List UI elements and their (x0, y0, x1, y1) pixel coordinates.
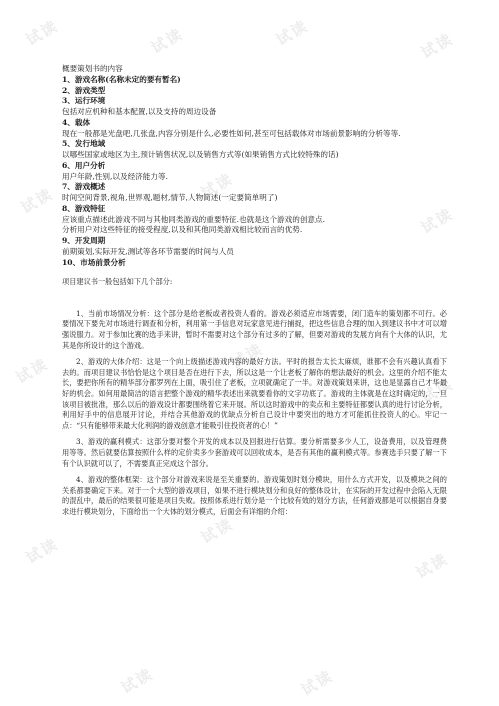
body-paragraph: 3、游戏的赢利模式：这部分要对整个开发的成本以及回报进行估算。要分析需要多少人工，设备费用，以及管理费用等等。然后就要估算按照什么样的定价卖多少套游戏可以回收成本，是否有其他的赢利模式等。参赛选手只要了解一下有个认识就可以了，不需要真正完成这个部分。 (62, 437, 447, 468)
outline-item-heading: 2、游戏类型 (62, 85, 106, 95)
outline-item-heading: 8、游戏特征 (62, 203, 106, 213)
watermark-text: 试读 (418, 204, 457, 238)
body-paragraph: 4、游戏的整体框架：这个部分对游戏来说是至关重要的。游戏策划时划分模块，用什么方式开发，以及模块之间的关系都要确定下来。对于一个大型的游戏项目，如果不进行模块划分和良好的整体设计，在实际的开发过程中会陷入无限的混乱中，最后的结果很可能是项目失败。按照体系进行划分是一个比较有效的划分方法，任何游戏都是可以根据自身要求进行模块划分，下面给出一个大体的划分模式，后面会有详细的介绍： (62, 475, 447, 516)
outline-item-heading: 1、游戏名称(名称未定的要有暂名) (62, 74, 181, 84)
outline-item-detail: 包括对应机种和基本配置,以及支持的周边设备 (62, 107, 217, 116)
outline-item-heading: 9、开发周期 (62, 236, 106, 245)
watermark-text: 试读 (413, 549, 452, 583)
outline-list (62, 75, 447, 269)
outline-section (62, 64, 447, 268)
watermark-text: 试读 (23, 534, 62, 568)
watermark-text: 试读 (273, 16, 312, 50)
watermark-text: 试读 (148, 24, 187, 58)
watermark-text: 试读 (298, 666, 337, 700)
outline-item-detail: 用户年龄,性别,以及经济能力等. (62, 171, 168, 181)
watermark-text: 试读 (418, 374, 457, 408)
outline-item-heading: 5、发行地域 (62, 139, 106, 149)
watermark-text: 试读 (228, 339, 267, 373)
outline-item-heading: 7、游戏概述 (62, 182, 106, 192)
outline-item-heading: 6、用户分析 (62, 160, 106, 170)
outline-title: 概要策划书的内容 (62, 64, 123, 73)
outline-item-heading: 4、载体 (62, 117, 91, 127)
outline-item-detail: 现在一般都是光盘吧,几张盘,内容分别是什么,必要性如何,甚至可包括载体对市场前景影响的分析等等. (62, 128, 401, 138)
watermark-text: 试读 (198, 514, 237, 548)
watermark-text: 试读 (18, 184, 57, 218)
document-page (62, 64, 447, 524)
outline-item-detail: 以哪些国家或地区为主,预计销售状况,以及销售方式等(如果销售方式比较特殊的话) (62, 150, 339, 159)
body-paragraph: 1、当前市场情况分析：这个部分是给老板或者投资人看的。游戏必须适应市场需要，闭门造车的策划都不可行。必要情况下要先对市场进行调查和分析，利用第一手信息对玩家意见进行捕捉，把这些信息合理的加入到建议书中才可以增强说服力。对于参加比赛的选手来讲，暂时不需要对这个部分有过多的了解，但要对游戏的发展方向有个大体的认识，尤其是你所设计的这个游戏。 (62, 308, 447, 350)
watermark-text: 试读 (418, 29, 457, 63)
outline-item-detail: 应该重点描述此游戏不同与其他同类游戏的重要特征.也就是这个游戏的创意点. (62, 214, 326, 224)
outline-item-detail: 时间空间背景,视角,世界观,题材,情节,人物简述(一定要简单明了) (62, 193, 278, 202)
outline-item-heading: 10、市场前景分析 (62, 257, 126, 267)
section-intro: 项目建议书一般包括如下几个部分: (62, 277, 173, 287)
watermark-text: 试读 (118, 664, 157, 698)
body-paragraph: 2、游戏的大体介绍：这是一个向上级描述游戏内容的最好方法。平时的报告太长太麻烦，谁都不会有兴趣认真看下去的。而项目建议书恰恰是这个项目是否在进行下去，所以这是一个让老板了解你的想法最好的机会。这里的介绍不能太长，要把你所有的精华部分都罗列在上面，吸引住了老板，立项就确定了一半。对游戏策划来讲，这也是显露自己才华最好的机会。如何用最简洁的语言把整个游戏的精华表述出来就要看你的文字功底了。游戏的主体就是在这时确定的，一旦该项目被批准，那么以后的游戏设计都要围绕着它来开展。所以这时游戏中的卖点和主要特征都要认真的进行讨论分析，利用好手中的信息展开讨论，并结合其他游戏的优缺点分析自己设计中要突出的地方才可能抓住投资人的心。牢记一点：“只有能够带来最大化利润的游戏创意才能吸引住投资者的心！” (62, 357, 447, 430)
watermark-text: 试读 (23, 16, 62, 50)
outline-item-heading: 3、运行环境 (62, 96, 106, 106)
watermark-text: 试读 (13, 354, 52, 388)
outline-item-detail: 前期策划,实际开发,测试等各环节需要的时间与人员 (62, 246, 234, 256)
outline-item-detail: 分析用户对这些特征的接受程度,以及和其他同类游戏相比较而言的优势. (62, 225, 303, 235)
watermark-text: 试读 (198, 169, 237, 203)
body-paragraphs (62, 309, 447, 518)
